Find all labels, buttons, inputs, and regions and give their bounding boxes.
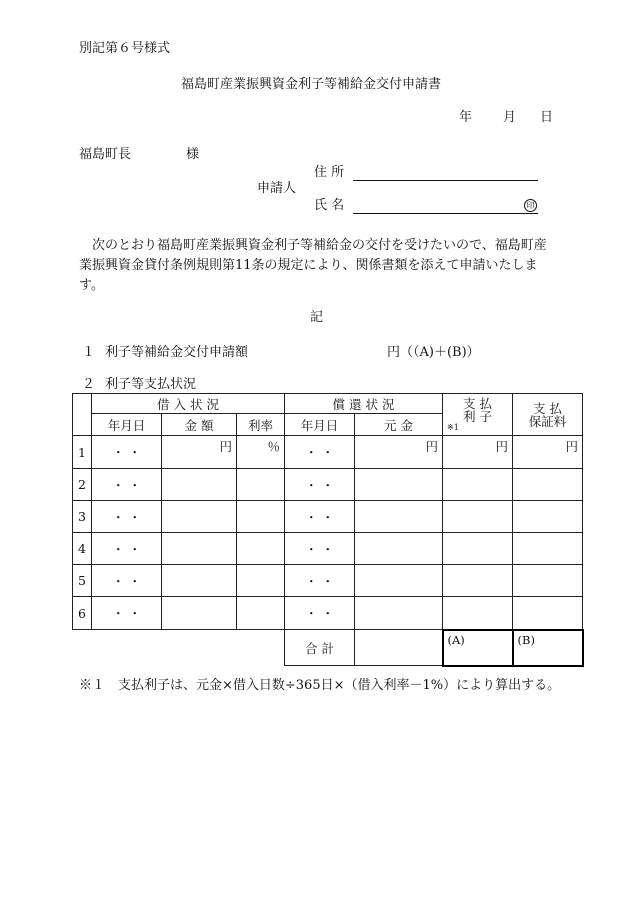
- repay-date-cell[interactable]: ・ ・: [285, 565, 355, 597]
- repay-date-cell[interactable]: ・ ・: [285, 469, 355, 501]
- table-row: [73, 533, 583, 565]
- applicant-label: 申請人: [257, 181, 297, 196]
- payment-status-table: [72, 393, 584, 667]
- rate-cell[interactable]: [237, 469, 285, 501]
- col-amount-header: 金 額: [162, 414, 237, 436]
- row-number: 5: [73, 565, 92, 597]
- principal-cell[interactable]: [355, 565, 443, 597]
- item2-number: ２: [82, 377, 96, 392]
- address-field-line[interactable]: [353, 180, 538, 181]
- total-label: 合 計: [285, 630, 355, 666]
- principal-cell[interactable]: [355, 469, 443, 501]
- repay-date-cell[interactable]: ・ ・: [285, 533, 355, 565]
- item1-value: 円（（A)＋(B)）: [387, 345, 480, 360]
- table-row: [73, 469, 583, 501]
- borrow-date-cell[interactable]: ・ ・: [92, 597, 162, 630]
- amount-cell[interactable]: [162, 597, 237, 630]
- form-number: 別記第６号様式: [79, 41, 171, 56]
- fee-cell[interactable]: [513, 469, 583, 501]
- borrow-date-cell[interactable]: ・ ・: [92, 436, 162, 469]
- principal-cell[interactable]: [355, 533, 443, 565]
- principal-cell[interactable]: [355, 501, 443, 533]
- seal-mark: 印: [524, 199, 537, 212]
- col-repay-date-header: 年月日: [285, 414, 355, 436]
- col-rate-header: 利率: [237, 414, 285, 436]
- principal-cell[interactable]: [355, 597, 443, 630]
- borrow-status-header: 借 入 状 況: [92, 394, 285, 414]
- table-row: [73, 565, 583, 597]
- borrow-date-cell[interactable]: ・ ・: [92, 469, 162, 501]
- date-year: 年: [459, 110, 473, 125]
- amount-cell[interactable]: [162, 565, 237, 597]
- rate-cell[interactable]: [237, 501, 285, 533]
- item1-label: 利子等補給金交付申請額: [105, 345, 249, 360]
- date-day: 日: [540, 110, 554, 125]
- body-paragraph: 次のとおり福島町産業振興資金利子等補給金の交付を受けたいので、福島町産業振興資金貸付条例規則第11条の規定により、関係書類を添えて申請いたします。: [79, 238, 547, 293]
- amount-cell[interactable]: 円: [162, 436, 237, 469]
- total-blank-area: [73, 630, 285, 666]
- interest-cell[interactable]: 円: [443, 436, 513, 469]
- col-principal-header: 元 金: [355, 414, 443, 436]
- total-fee-b-cell[interactable]: (B): [513, 630, 583, 666]
- total-interest-a-cell[interactable]: (A): [443, 630, 513, 666]
- row-number: 6: [73, 597, 92, 630]
- footnote: ※１ 支払利子は、元金×借入日数÷365日×（借入利率－1%）により算出する。: [79, 678, 561, 693]
- row-number: 2: [73, 469, 92, 501]
- repay-date-cell[interactable]: ・ ・: [285, 436, 355, 469]
- table-row: [73, 597, 583, 630]
- total-row: [73, 630, 583, 666]
- col-date-header: 年月日: [92, 414, 162, 436]
- fee-cell[interactable]: [513, 533, 583, 565]
- total-principal-cell[interactable]: [355, 630, 443, 666]
- item2-label: 利子等支払状況: [105, 377, 197, 392]
- fee-cell[interactable]: 円: [513, 436, 583, 469]
- table-row: [73, 501, 583, 533]
- row-number: 4: [73, 533, 92, 565]
- row-number: 3: [73, 501, 92, 533]
- repay-date-cell[interactable]: ・ ・: [285, 501, 355, 533]
- interest-cell[interactable]: [443, 533, 513, 565]
- interest-cell[interactable]: [443, 501, 513, 533]
- fee-cell[interactable]: [513, 565, 583, 597]
- repay-status-header: 償 還 状 況: [285, 394, 443, 414]
- interest-note: ※1: [447, 423, 459, 432]
- interest-cell[interactable]: [443, 597, 513, 630]
- item1-number: １: [82, 345, 96, 360]
- borrow-date-cell[interactable]: ・ ・: [92, 501, 162, 533]
- name-field-line[interactable]: [353, 213, 538, 214]
- interest-cell[interactable]: [443, 469, 513, 501]
- rate-cell[interactable]: [237, 565, 285, 597]
- date-month: 月: [503, 110, 517, 125]
- repay-date-cell[interactable]: ・ ・: [285, 597, 355, 630]
- amount-cell[interactable]: [162, 501, 237, 533]
- form-title: 福島町産業振興資金利子等補給金交付申請書: [181, 77, 442, 92]
- borrow-date-cell[interactable]: ・ ・: [92, 565, 162, 597]
- name-label: 氏 名: [314, 198, 345, 213]
- table-row: [73, 436, 583, 469]
- interest-cell[interactable]: [443, 565, 513, 597]
- principal-cell[interactable]: 円: [355, 436, 443, 469]
- borrow-date-cell[interactable]: ・ ・: [92, 533, 162, 565]
- address-label: 住 所: [314, 165, 345, 180]
- rate-cell[interactable]: [237, 533, 285, 565]
- ki-heading: 記: [310, 310, 324, 325]
- amount-cell[interactable]: [162, 469, 237, 501]
- row-number: 1: [73, 436, 92, 469]
- recipient-honorific: 様: [186, 147, 200, 162]
- rate-cell[interactable]: ％: [237, 436, 285, 469]
- rate-cell[interactable]: [237, 597, 285, 630]
- fee-cell[interactable]: [513, 501, 583, 533]
- row-number-header: [73, 394, 92, 436]
- amount-cell[interactable]: [162, 533, 237, 565]
- interest-header: 支 払 利 子 ※1: [443, 394, 513, 436]
- fee-cell[interactable]: [513, 597, 583, 630]
- recipient-name: 福島町長: [79, 147, 132, 162]
- fee-header: 支 払 保証料: [513, 394, 583, 436]
